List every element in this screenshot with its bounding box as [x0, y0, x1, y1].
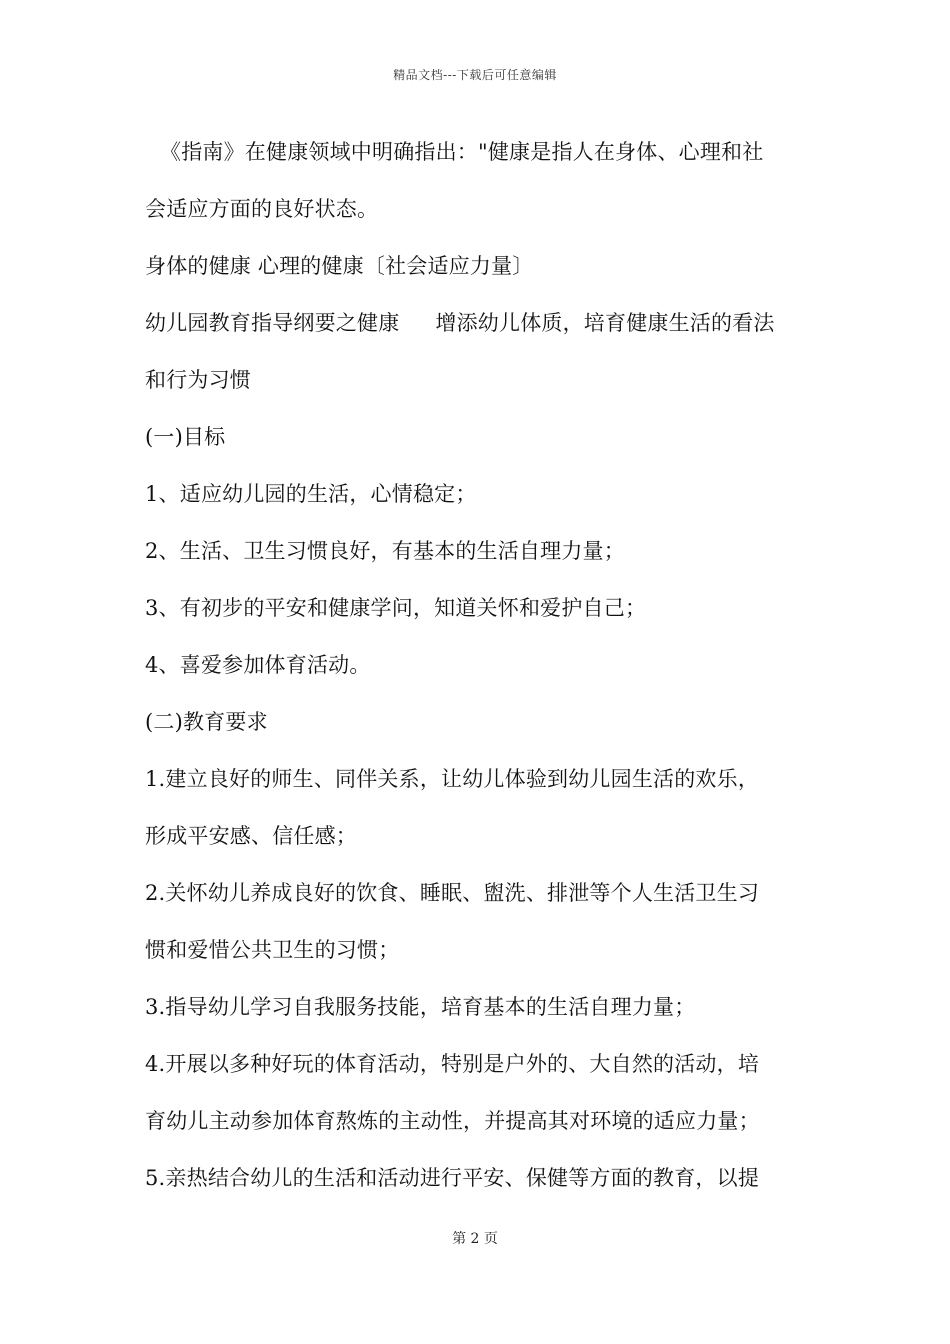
list-item: 1、适应幼儿园的生活，心情稳定； — [145, 482, 477, 506]
list-item: 3、有初步的平安和健康学问，知道关怀和爱护自己； — [145, 596, 647, 620]
page-header: 精品文档---下载后可任意编辑 — [393, 68, 557, 82]
list-item: 4、喜爱参加体育活动。 — [145, 653, 371, 677]
list-item: 2、生活、卫生习惯良好，有基本的生活自理力量； — [145, 539, 625, 563]
list-item: 4.开展以多种好玩的体育活动，特别是户外的、大自然的活动，培 — [145, 1052, 760, 1076]
text-line: 身体的健康 心理的健康〔社会适应力量〕 — [145, 254, 534, 278]
text-line: 会适应方面的良好状态。 — [145, 197, 379, 221]
text-line — [145, 301, 810, 358]
text-line: 《指南》在健康领域中明确指出："健康是指人在身体、心理和社 — [160, 140, 764, 164]
list-item: 1.建立良好的师生、同伴关系，让幼儿体验到幼儿园生活的欢乐， — [145, 767, 760, 791]
list-item: 5.亲热结合幼儿的生活和活动进行平安、保健等方面的教育，以提 — [145, 1166, 760, 1190]
page-number: 第 2 页 — [452, 1231, 498, 1247]
text-line: 形成平安感、信任感； — [145, 824, 357, 848]
text-segment: 增添幼儿体质，培育健康生活的看法 — [435, 311, 775, 335]
section-heading: (一)目标 — [145, 425, 226, 449]
list-item: 3.指导幼儿学习自我服务技能，培育基本的生活自理力量； — [145, 995, 696, 1019]
text-line: 惯和爱惜公共卫生的习惯； — [145, 938, 400, 962]
document-body — [145, 130, 810, 1213]
text-line: 育幼儿主动参加体育熬炼的主动性，并提高其对环境的适应力量； — [145, 1109, 760, 1133]
list-item: 2.关怀幼儿养成良好的饮食、睡眠、盥洗、排泄等个人生活卫生习 — [145, 881, 760, 905]
text-line: 和行为习惯 — [145, 368, 251, 392]
section-heading: (二)教育要求 — [145, 710, 268, 734]
text-segment: 幼儿园教育指导纲要之健康 — [145, 311, 400, 335]
